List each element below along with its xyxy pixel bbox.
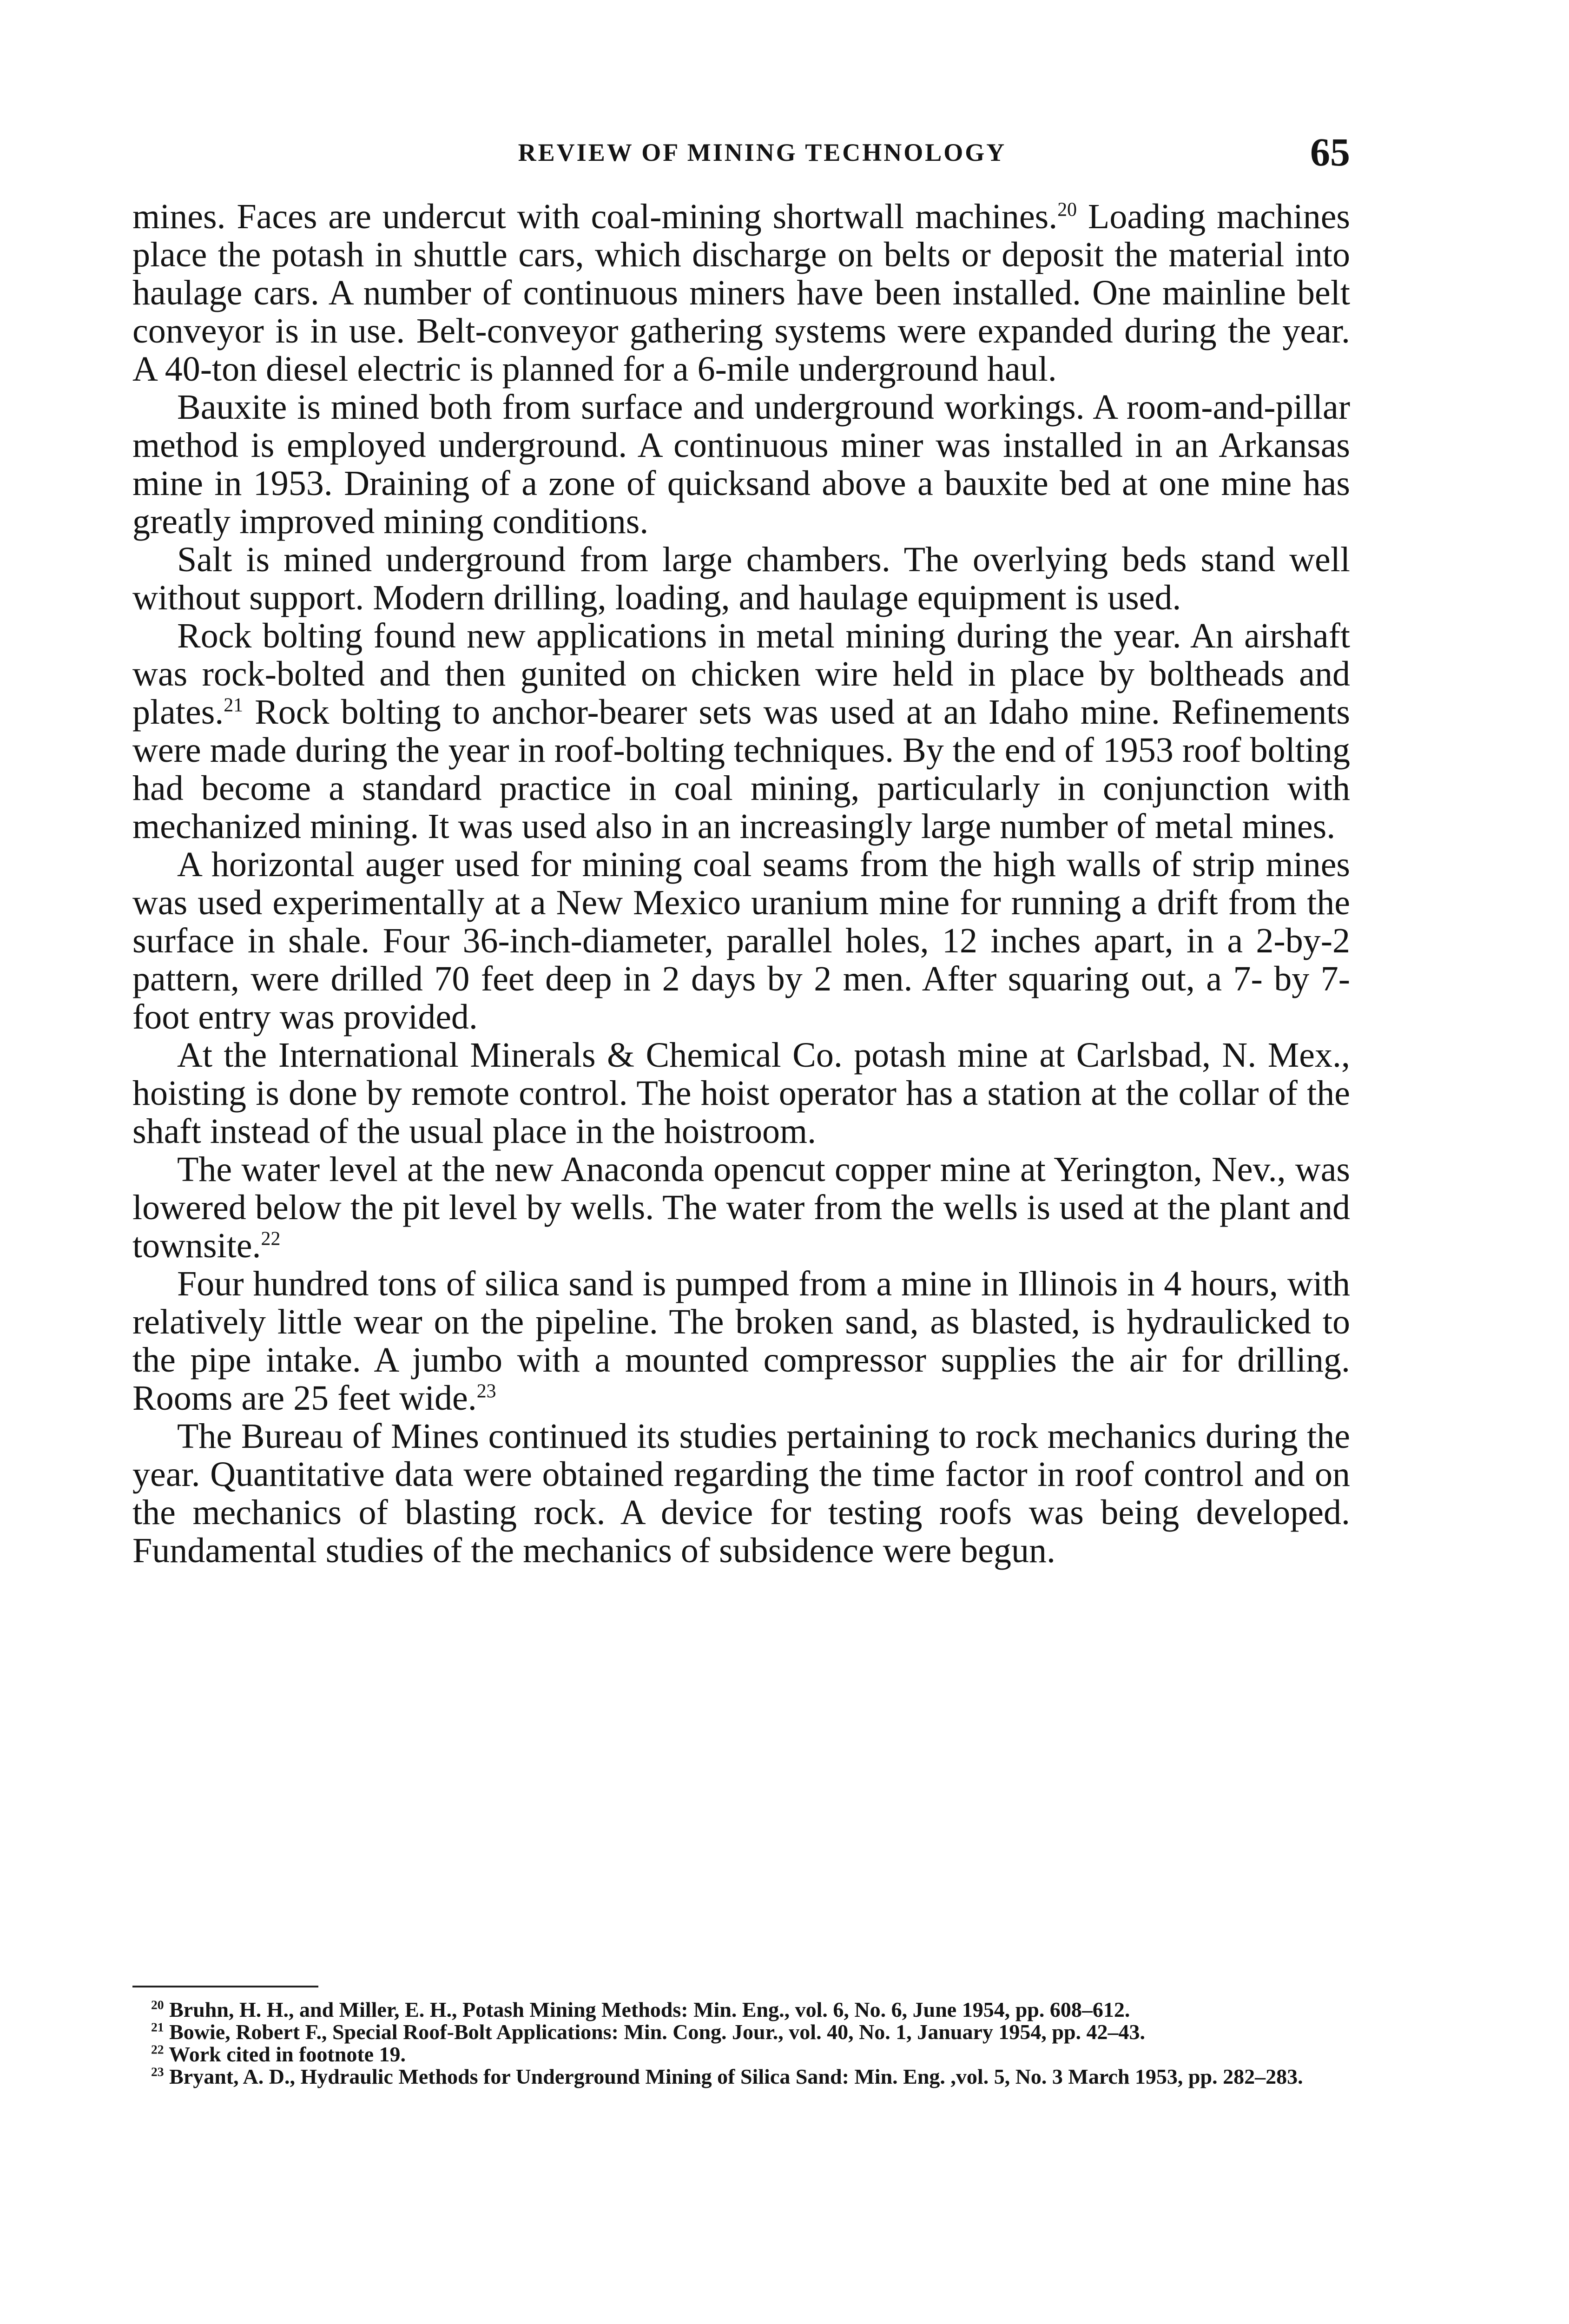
footnote-ref-21: 21 [224, 694, 244, 716]
running-title: REVIEW OF MINING TECHNOLOGY [518, 139, 1007, 166]
footnote-text: Bryant, A. D., Hydraulic Methods for Underground Mining of Silica Sand: Min. Eng. ,vol. 5, No. 3 March 1953, pp. 282–283. [169, 2065, 1303, 2088]
paragraph-text: Loading machines place the potash in shuttle cars, which discharge on belts or deposit the material into haulage cars. A number of continuous miners have been installed. One mainline belt conveyor is in use. Belt-conveyor gathering systems were expanded during the year. A 40-ton diesel electric is planned for a 6-mile underground haul. [132, 197, 1350, 389]
footnote-mark: 23 [151, 2064, 164, 2079]
footnote-20 [132, 1999, 1350, 2021]
paragraph-rock-bolting [132, 617, 1350, 845]
paragraph-bauxite [132, 388, 1350, 541]
body-text [132, 198, 1350, 1570]
paragraph-text: Bauxite is mined both from surface and underground workings. A room-and-pillar method is employed underground. A continuous miner was installed in an Arkansas mine in 1953. Draining of a zone of quicksand above a bauxite bed at one mine has greatly improved mining conditions. [132, 388, 1350, 541]
paragraph-salt [132, 541, 1350, 617]
page-number: 65 [1310, 130, 1350, 174]
paragraph-bureau-of-mines [132, 1417, 1350, 1570]
footnote-text: Bowie, Robert F., Special Roof-Bolt Applications: Min. Cong. Jour., vol. 40, No. 1, January 1954, pp. 42–43. [169, 2020, 1146, 2044]
footnote-text: Bruhn, H. H., and Miller, E. H., Potash Mining Methods: Min. Eng., vol. 6, No. 6, June 1954, pp. 608–612. [169, 1998, 1130, 2021]
footnote-22 [132, 2043, 1350, 2066]
paragraph-continued-mines [132, 198, 1350, 388]
paragraph-text: Rock bolting found new applications in metal mining during the year. An airshaft was rock-bolted and then gunited on chicken wire held in place by boltheads and plates. [132, 616, 1350, 732]
footnote-text: Work cited in footnote 19. [169, 2042, 406, 2066]
paragraph-carlsbad-hoisting [132, 1036, 1350, 1150]
footnote-21 [132, 2021, 1350, 2043]
footnote-mark: 20 [151, 1997, 164, 2012]
footnote-divider [132, 1986, 318, 1987]
footnote-mark: 21 [151, 2020, 164, 2034]
paragraph-silica-sand [132, 1265, 1350, 1417]
running-head [132, 132, 1350, 184]
paragraph-text: Four hundred tons of silica sand is pumped from a mine in Illinois in 4 hours, with relatively little wear on the pipeline. The broken sand, as blasted, is hydraulicked to the pipe intake. A jumbo with a mounted compressor supplies the air for drilling. Rooms are 25 feet wide. [132, 1264, 1350, 1418]
footnote-23 [132, 2066, 1350, 2088]
paragraph-yerington-water [132, 1150, 1350, 1265]
paragraph-text: mines. Faces are undercut with coal-mining shortwall machines. [132, 197, 1058, 236]
paragraph-horizontal-auger [132, 845, 1350, 1036]
paragraph-text: At the International Minerals & Chemical Co. potash mine at Carlsbad, N. Mex., hoisting is done by remote control. The hoist operator has a station at the collar of the shaft instead of the usual place in the hoistroom. [132, 1036, 1350, 1151]
footnote-ref-20: 20 [1057, 199, 1077, 221]
footnote-ref-23: 23 [476, 1380, 496, 1402]
footnotes [132, 1999, 1350, 2088]
paragraph-text: Rock bolting to anchor-bearer sets was used at an Idaho mine. Refinements were made during the year in roof-bolting techniques. By the end of 1953 roof bolting had become a standard practice in coal mining, particularly in conjunction with mechanized mining. It was used also in an increasingly large number of metal mines. [132, 693, 1350, 846]
footnote-ref-22: 22 [261, 1228, 281, 1250]
footnote-mark: 22 [151, 2042, 164, 2057]
paragraph-text: The Bureau of Mines continued its studies pertaining to rock mechanics during the year. Quantitative data were obtained regarding the time factor in roof control and on the mechanics of blasting rock. A device for testing roofs was being developed. Fundamental studies of the mechanics of subsidence were begun. [132, 1417, 1350, 1570]
paragraph-text: The water level at the new Anaconda opencut copper mine at Yerington, Nev., was lowered below the pit level by wells. The water from the wells is used at the plant and townsite. [132, 1150, 1350, 1265]
paragraph-text: Salt is mined underground from large chambers. The overlying beds stand well without support. Modern drilling, loading, and haulage equipment is used. [132, 540, 1350, 617]
paragraph-text: A horizontal auger used for mining coal seams from the high walls of strip mines was used experimentally at a New Mexico uranium mine for running a drift from the surface in shale. Four 36-inch-diameter, parallel holes, 12 inches apart, in a 2-by-2 pattern, were drilled 70 feet deep in 2 days by 2 men. After squaring out, a 7- by 7-foot entry was provided. [132, 845, 1350, 1037]
